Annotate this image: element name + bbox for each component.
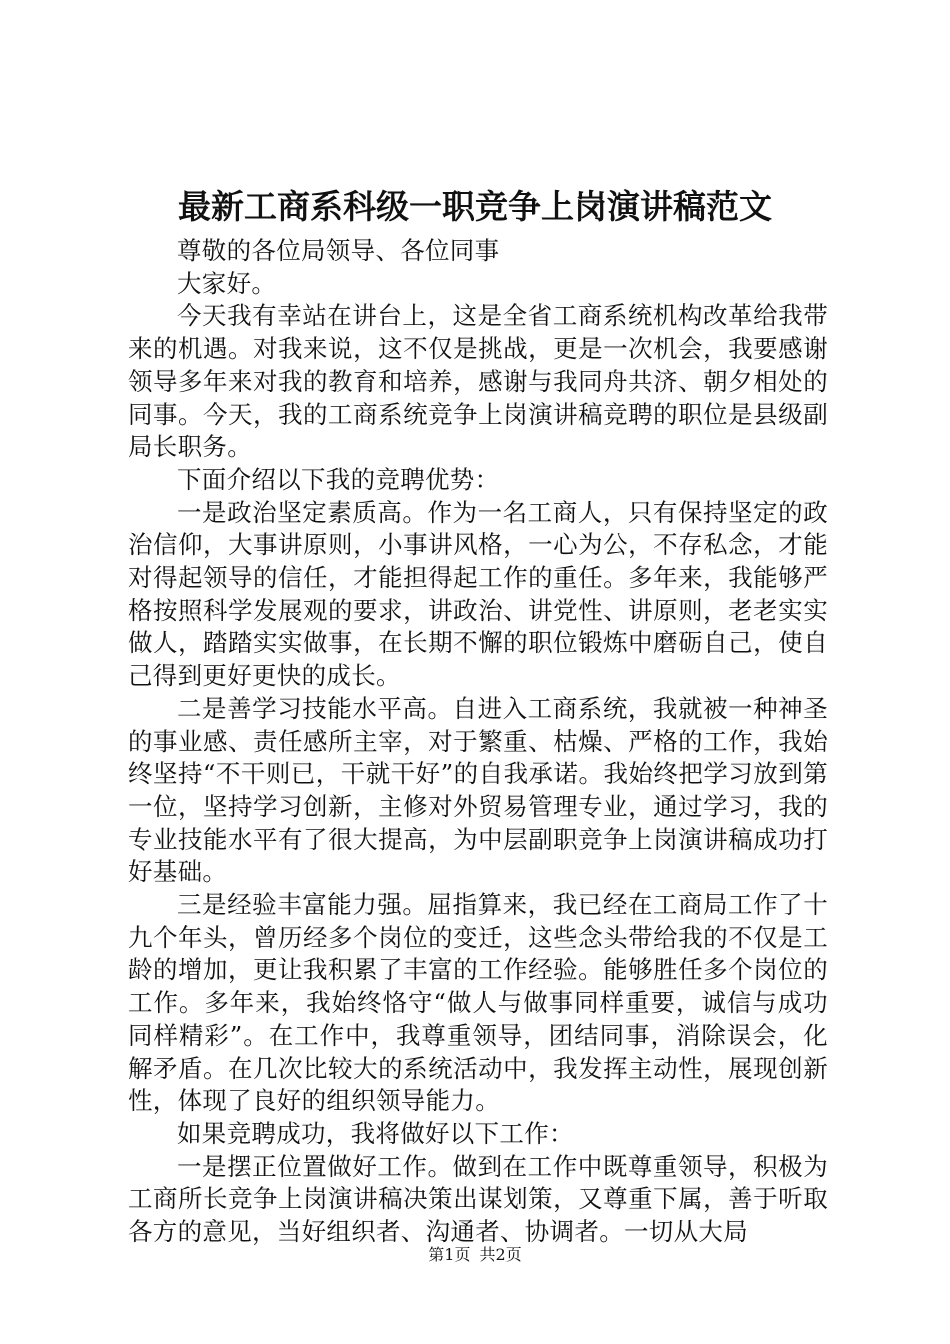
document-title: 最新工商系科级一职竞争上岗演讲稿范文: [178, 187, 772, 226]
page-footer: [0, 1244, 950, 1266]
paragraph-plan-1: 一是摆正位置做好工作。做到在工作中既尊重领导，积极为工商所长竞争上岗演讲稿决策出谋划策，又尊重下属，善于听取各方的意见，当好组织者、沟通者、协调者。一切从大局: [128, 1151, 828, 1247]
paragraph-advantage-1: 一是政治坚定素质高。作为一名工商人，只有保持坚定的政治信仰，大事讲原则，小事讲风格，一心为公，不存私念，才能对得起领导的信任，才能担得起工作的重任。多年来，我能够严格按照科学发展观的要求，讲政治、讲党性、讲原则，老老实实做人，踏踏实实做事，在长期不懈的职位锻炼中磨砺自己，使自己得到更好更快的成长。: [128, 497, 828, 691]
paragraph-plans-heading: 如果竞聘成功，我将做好以下工作：: [177, 1118, 574, 1148]
paragraph-intro: 今天我有幸站在讲台上，这是全省工商系统机构改革给我带来的机遇。对我来说，这不仅是挑战，更是一次机会，我要感谢领导多年来对我的教育和培养，感谢与我同舟共济、朝夕相处的同事。今天，我的工商系统竞争上岗演讲稿竞聘的职位是县级副局长职务。: [128, 301, 828, 462]
paragraph-advantages-heading: 下面介绍以下我的竞聘优势：: [177, 464, 500, 494]
paragraph-greeting: 大家好。: [177, 268, 277, 298]
page-total: 共2页: [479, 1245, 522, 1264]
paragraph-salutation: 尊敬的各位局领导、各位同事: [177, 236, 500, 265]
document-body: [128, 235, 828, 1249]
paragraph-advantage-2: 二是善学习技能水平高。自进入工商系统，我就被一种神圣的事业感、责任感所主宰，对于繁重、枯燥、严格的工作，我始终坚持“不干则已，干就干好”的自我承诺。我始终把学习放到第一位，坚持学习创新，主修对外贸易管理专业，通过学习，我的专业技能水平有了很大提高，为中层副职竞争上岗演讲稿成功打好基础。: [128, 693, 828, 887]
paragraph-advantage-3: 三是经验丰富能力强。屈指算来，我已经在工商局工作了十九个年头，曾历经多个岗位的变迁，这些念头带给我的不仅是工龄的增加，更让我积累了丰富的工作经验。能够胜任多个岗位的工作。多年来，我始终恪守“做人与做事同样重要，诚信与成功同样精彩”。在工作中，我尊重领导，团结同事，消除误会，化解矛盾。在几次比较大的系统活动中，我发挥主动性，展现创新性，体现了良好的组织领导能力。: [128, 890, 828, 1116]
page-number: 第1页: [428, 1245, 471, 1264]
